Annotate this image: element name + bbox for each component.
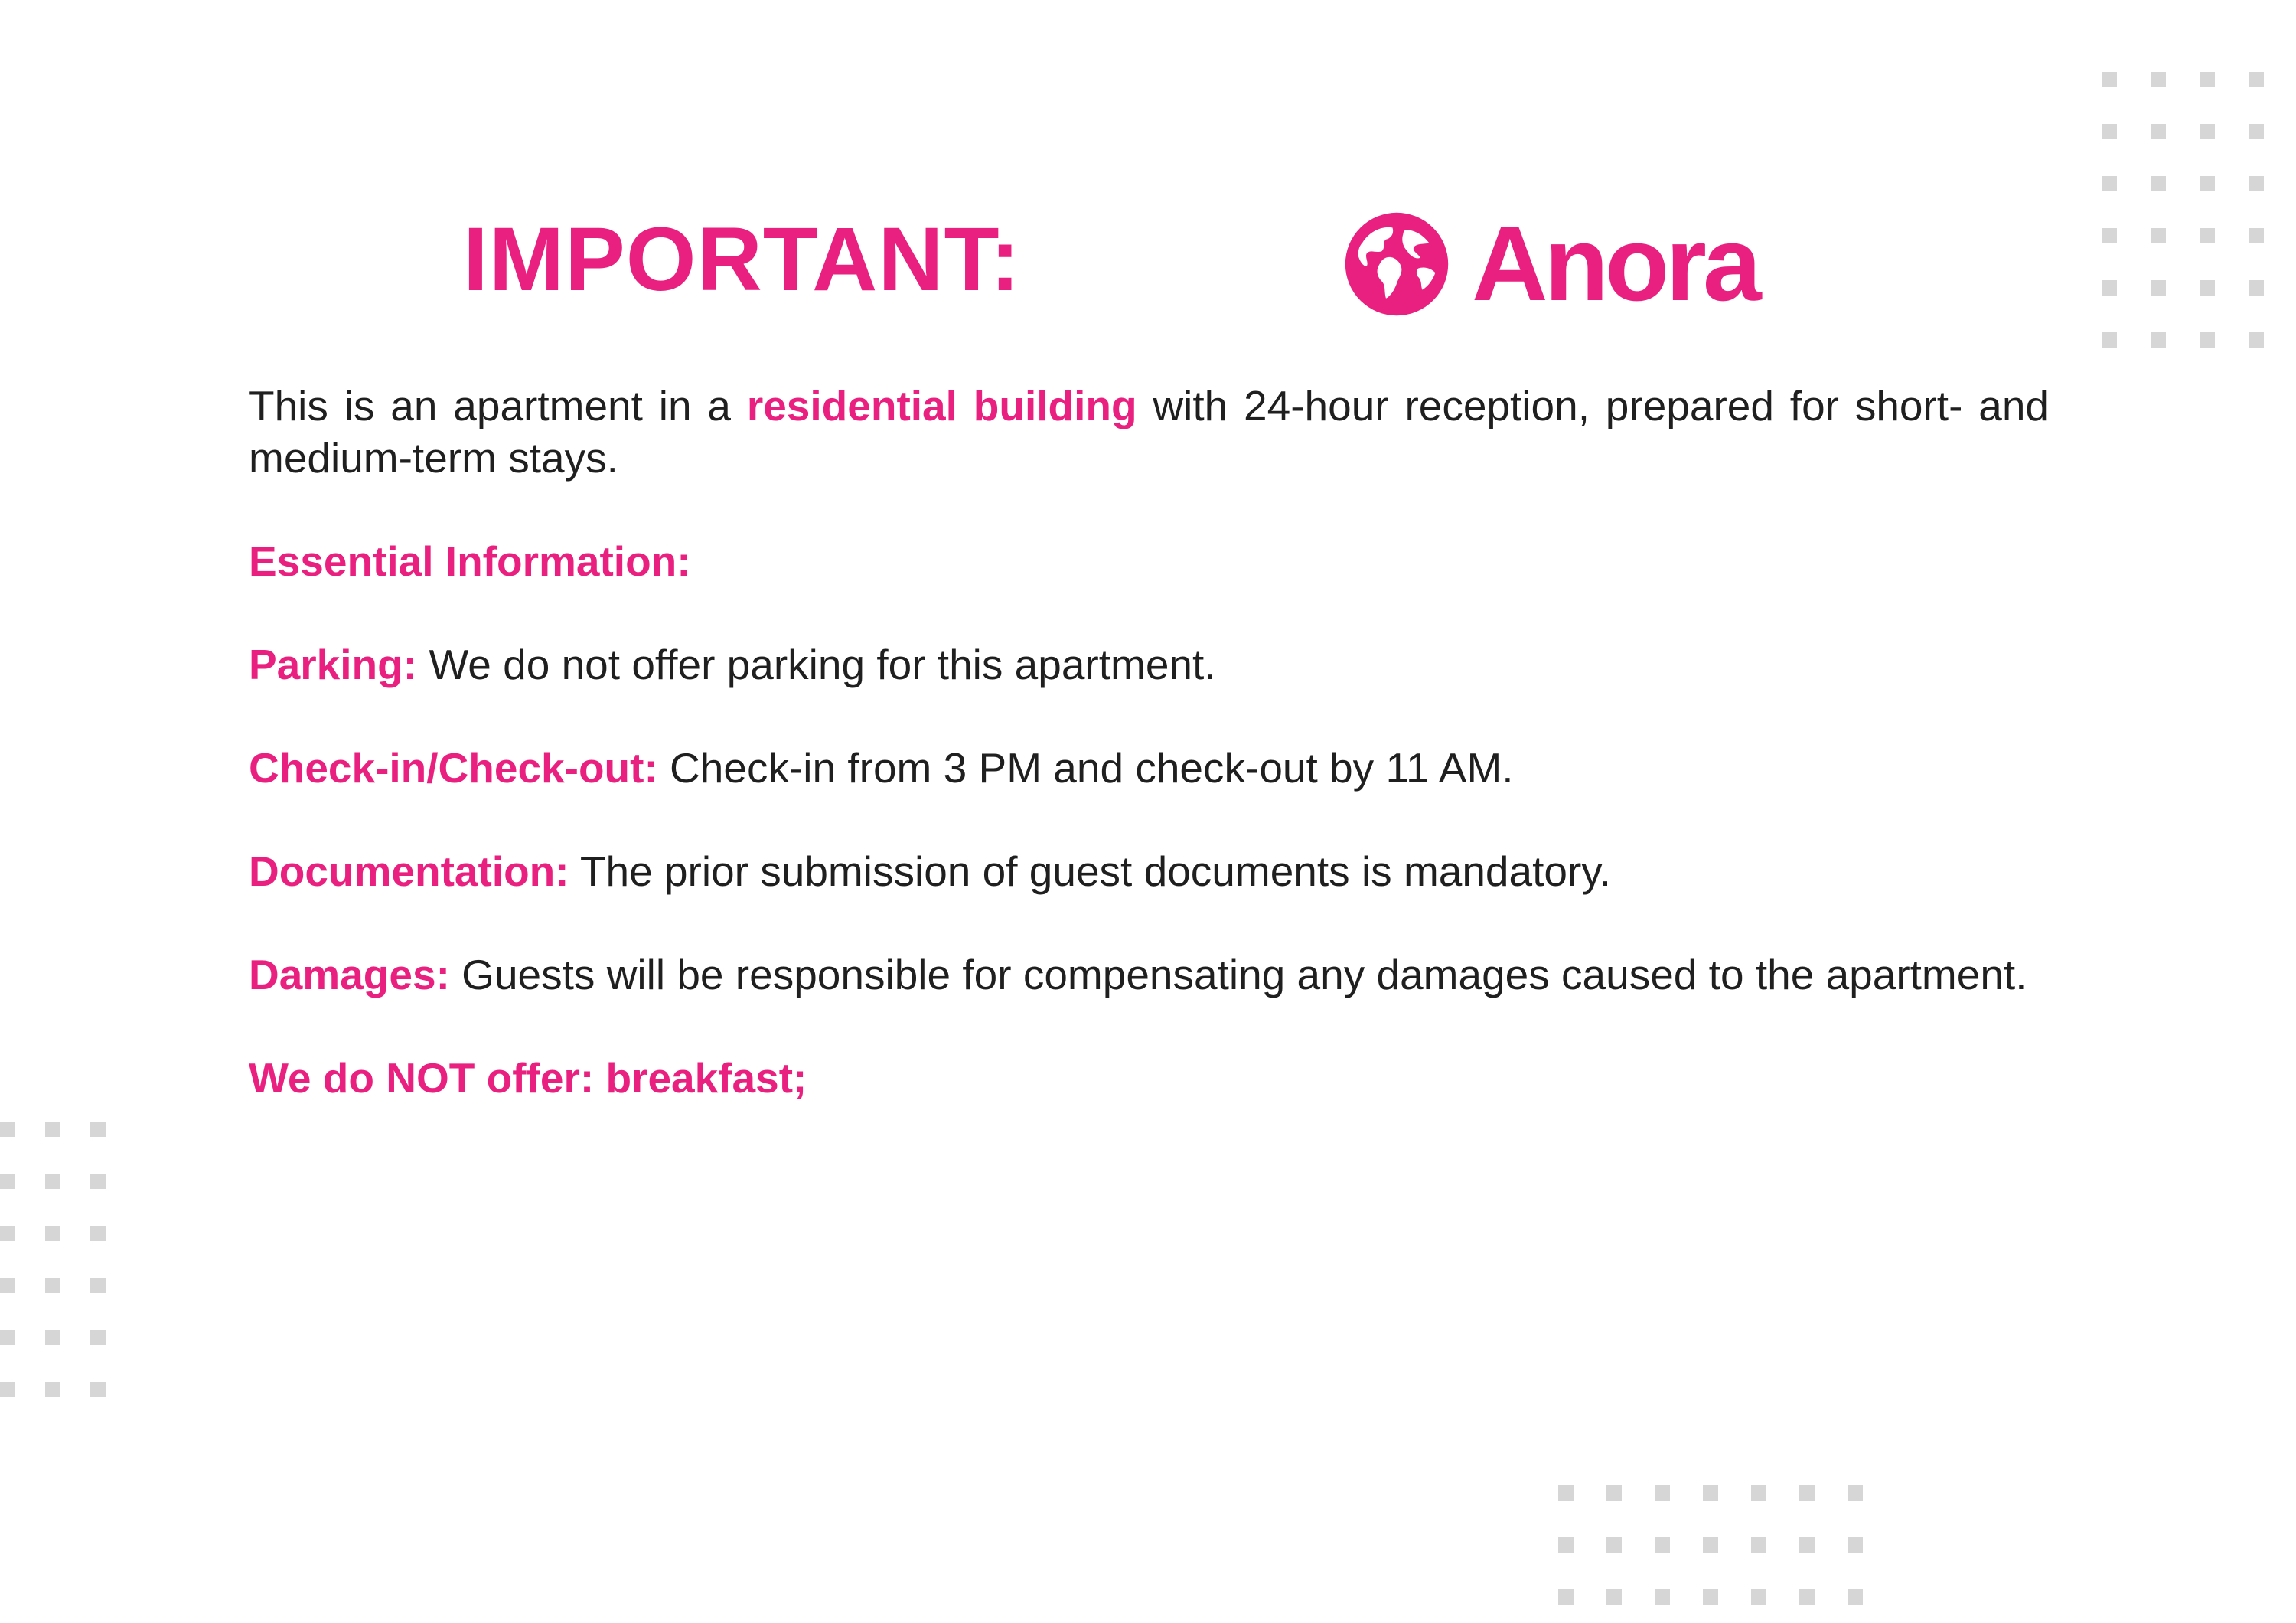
- decorative-dot: [1799, 1485, 1815, 1501]
- decorative-dot: [0, 1330, 15, 1345]
- decorative-dot: [1558, 1485, 1574, 1501]
- intro-text-start: This is an apartment in a: [249, 382, 747, 429]
- decorative-dot: [1848, 1537, 1863, 1553]
- decorative-dot: [45, 1278, 60, 1293]
- decorative-dot: [0, 1278, 15, 1293]
- decorative-dot: [90, 1278, 106, 1293]
- checkin-text: Check-in from 3 PM and check-out by 11 AM.: [657, 744, 1514, 792]
- decorative-dot: [90, 1226, 106, 1241]
- decorative-dot: [2151, 176, 2166, 191]
- decorative-dot: [1606, 1589, 1622, 1605]
- essential-heading: Essential Information:: [249, 537, 691, 585]
- not-offered-item: [249, 1052, 2049, 1104]
- parking-label: Parking:: [249, 641, 418, 688]
- intro-paragraph: [249, 380, 2049, 484]
- damages-label: Damages:: [249, 951, 450, 998]
- decorative-dot: [1799, 1537, 1815, 1553]
- decorative-dot: [90, 1382, 106, 1397]
- essential-heading-paragraph: [249, 535, 2049, 587]
- decorative-dot: [1703, 1589, 1718, 1605]
- decorative-dot: [0, 1174, 15, 1189]
- decorative-dot: [2249, 124, 2264, 139]
- decorative-dot: [1655, 1485, 1670, 1501]
- decorative-dot: [2102, 124, 2117, 139]
- decorative-dot: [2102, 72, 2117, 87]
- decorative-dot: [2151, 332, 2166, 348]
- decorative-dot: [1558, 1589, 1574, 1605]
- dot-pattern-left: [0, 1122, 107, 1405]
- not-offered-text: We do NOT offer: breakfast;: [249, 1054, 807, 1102]
- decorative-dot: [1848, 1485, 1863, 1501]
- dot-pattern-bottom: [1558, 1485, 1872, 1623]
- documentation-text: The prior submission of guest documents is mandatory.: [569, 847, 1611, 895]
- intro-highlight: residential building: [746, 382, 1137, 429]
- checkin-item: [249, 742, 2049, 794]
- decorative-dot: [2200, 332, 2215, 348]
- decorative-dot: [45, 1122, 60, 1137]
- documentation-item: [249, 845, 2049, 897]
- decorative-dot: [90, 1122, 106, 1137]
- decorative-dot: [2151, 72, 2166, 87]
- intro-text-end: with 24-hour reception, prepared for short- and medium-term stays.: [249, 382, 2049, 482]
- checkin-label: Check-in/Check-out:: [249, 744, 658, 792]
- decorative-dot: [2249, 176, 2264, 191]
- decorative-dot: [90, 1330, 106, 1345]
- decorative-dot: [2102, 332, 2117, 348]
- decorative-dot: [45, 1382, 60, 1397]
- decorative-dot: [1751, 1485, 1766, 1501]
- documentation-label: Documentation:: [249, 847, 569, 895]
- decorative-dot: [1703, 1485, 1718, 1501]
- decorative-dot: [1655, 1537, 1670, 1553]
- brand-name: Anora: [1472, 205, 1758, 323]
- content-body: [249, 380, 2049, 1155]
- decorative-dot: [45, 1226, 60, 1241]
- decorative-dot: [1799, 1589, 1815, 1605]
- page-title: IMPORTANT:: [463, 209, 1021, 310]
- decorative-dot: [1655, 1589, 1670, 1605]
- parking-text: We do not offer parking for this apartment.: [417, 641, 1216, 688]
- decorative-dot: [2102, 176, 2117, 191]
- decorative-dot: [2151, 124, 2166, 139]
- header: [0, 207, 2296, 329]
- decorative-dot: [2200, 176, 2215, 191]
- decorative-dot: [1606, 1537, 1622, 1553]
- decorative-dot: [1848, 1589, 1863, 1605]
- parking-item: [249, 638, 2049, 691]
- decorative-dot: [1606, 1485, 1622, 1501]
- decorative-dot: [1751, 1537, 1766, 1553]
- damages-text: Guests will be responsible for compensating any damages caused to the apartment.: [449, 951, 2027, 998]
- decorative-dot: [0, 1122, 15, 1137]
- decorative-dot: [1558, 1537, 1574, 1553]
- brand-logo: [1343, 207, 1758, 322]
- decorative-dot: [2249, 72, 2264, 87]
- decorative-dot: [0, 1382, 15, 1397]
- decorative-dot: [90, 1174, 106, 1189]
- decorative-dot: [1751, 1589, 1766, 1605]
- decorative-dot: [45, 1330, 60, 1345]
- damages-item: [249, 949, 2049, 1001]
- decorative-dot: [45, 1174, 60, 1189]
- globe-icon: [1343, 211, 1450, 318]
- decorative-dot: [0, 1226, 15, 1241]
- decorative-dot: [2249, 332, 2264, 348]
- decorative-dot: [2200, 124, 2215, 139]
- decorative-dot: [2200, 72, 2215, 87]
- decorative-dot: [1703, 1537, 1718, 1553]
